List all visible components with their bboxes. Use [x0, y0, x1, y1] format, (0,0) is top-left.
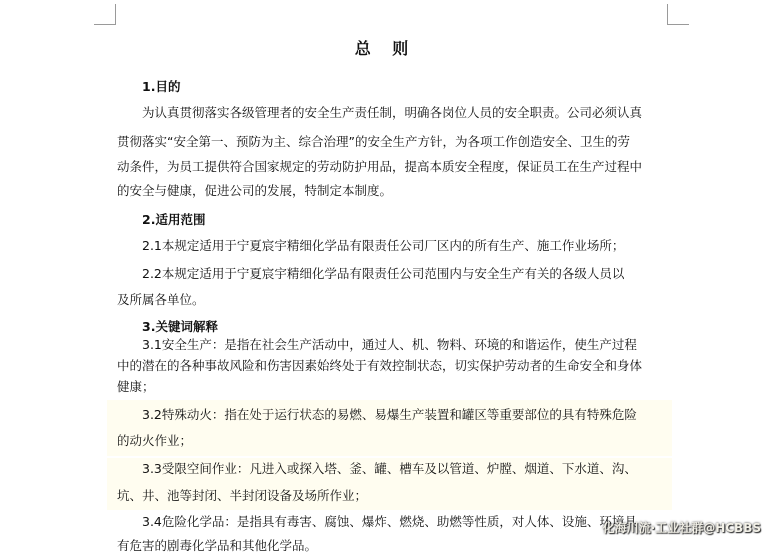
paragraph-line: 3.3受限空间作业：凡进入或探入塔、釜、罐、槽车及以管道、炉膛、烟道、下水道、沟、 — [142, 461, 637, 476]
paragraph-line: 3.2特殊动火：指在处于运行状态的易燃、易爆生产装置和罐区等重要部位的具有特殊危险 — [142, 407, 637, 422]
crop-mark-right-horizontal — [667, 24, 689, 25]
paragraph-line: 健康； — [117, 379, 155, 394]
paragraph-line: 2.2本规定适用于宁夏宸宇精细化学品有限责任公司范围内与安全生产有关的各级人员以 — [142, 266, 625, 281]
paragraph-line: 及所属各单位。 — [117, 292, 205, 307]
paragraph-line: 贯彻落实“安全第一、预防为主、综合治理”的安全生产方针，为各项工作创造安全、卫生的劳 — [117, 134, 630, 149]
paragraph-line: 有危害的剧毒化学品和其他化学品。 — [117, 538, 318, 553]
section-heading-purpose: 1.目的 — [142, 79, 181, 94]
paragraph-line: 动条件，为员工提供符合国家规定的劳动防护用品，提高本质安全程度，保证员工在生产过程中 — [117, 159, 643, 174]
paragraph-line: 坑、井、池等封闭、半封闭设备及场所作业； — [117, 488, 368, 503]
paragraph-line: 3.4危险化学品：是指具有毒害、腐蚀、爆炸、燃烧、助燃等性质，对人体、设施、环境具 — [142, 514, 637, 529]
paragraph-line: 的动火作业； — [117, 433, 193, 448]
section-heading-definitions: 3.关键词解释 — [142, 319, 218, 334]
paragraph-line: 2.1本规定适用于宁夏宸宇精细化学品有限责任公司厂区内的所有生产、施工作业场所； — [142, 238, 625, 253]
crop-mark-left-vertical — [115, 4, 116, 25]
paragraph-line: 的安全与健康，促进公司的发展，特制定本制度。 — [117, 183, 393, 198]
page-title: 总 则 — [354, 39, 417, 58]
section-heading-scope: 2.适用范围 — [142, 212, 206, 227]
watermark: 化海川流·工业社群@HCBBS — [602, 521, 761, 535]
paragraph-line: 中的潜在的各种事故风险和伤害因素始终处于有效控制状态，切实保护劳动者的生命安全和身体 — [117, 358, 643, 373]
crop-mark-right-vertical — [667, 4, 668, 25]
paragraph-line: 3.1安全生产：是指在社会生产活动中，通过人、机、物料、环境的和谐运作，使生产过程 — [142, 337, 637, 352]
paragraph-line: 为认真贯彻落实各级管理者的安全生产责任制，明确各岗位人员的安全职责。公司必须认真 — [142, 105, 643, 120]
crop-mark-left-horizontal — [94, 24, 116, 25]
